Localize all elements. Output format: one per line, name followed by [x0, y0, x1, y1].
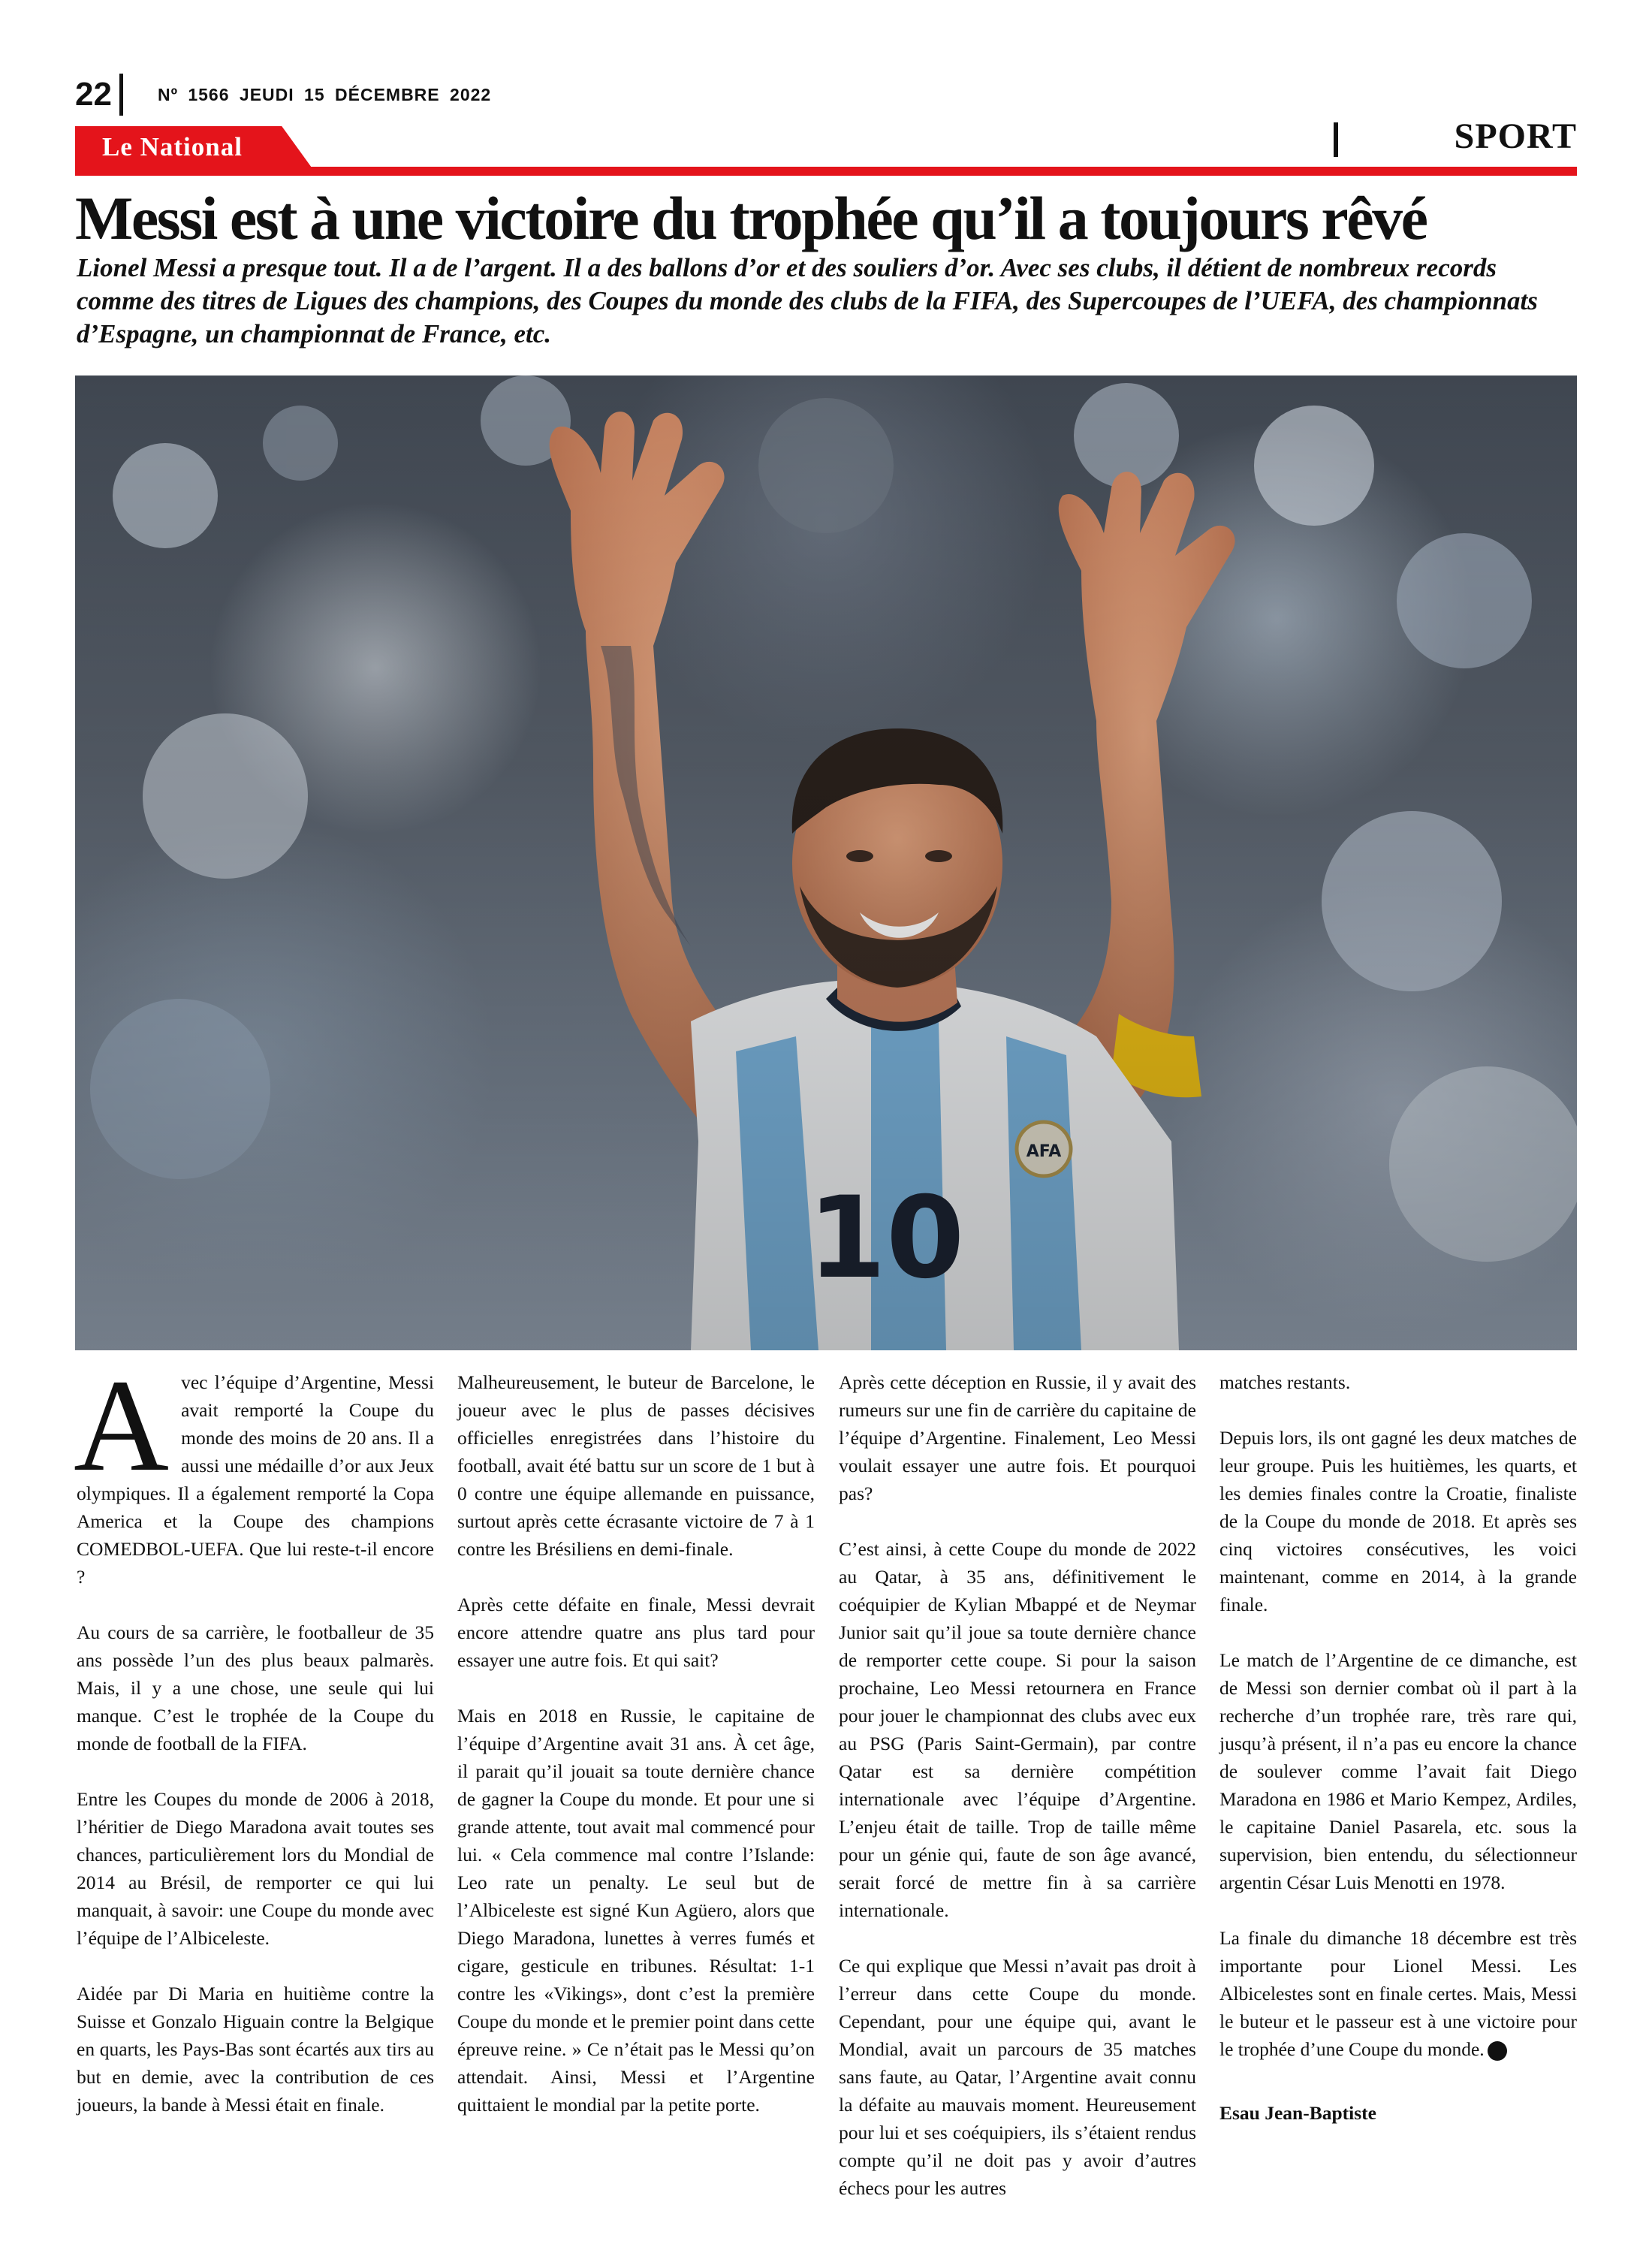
- byline: Esau Jean-Baptiste: [1219, 2102, 1376, 2124]
- paragraph: Après cette déception en Russie, il y avait des rumeurs sur une fin de carrière du capitaine de l’équipe d’Argentine. Finalement, Leo Messi voulait essayer une autre fois. Et pourquoi pas?: [839, 1371, 1196, 1504]
- page-number: 22: [75, 76, 112, 113]
- issue-line: Nº 1566 JEUDI 15 DÉCEMBRE 2022: [157, 84, 492, 104]
- paragraph: Le match de l’Argentine de ce dimanche, est de Messi son dernier combat où il part à la recherche d’un trophée rare, très rare qui, jusqu’à présent, il n’a pas eu encore la chance de soulever comme l’avait fait Diego Maradona en 1986 et Mario Kempez, Ardiles, le capitaine Daniel Pasarela, etc. sous la supervision, bien entendu, du sélectionneur argentin César Luis Menotti en 1978.: [1219, 1649, 1577, 1893]
- header-rule: [75, 167, 1577, 176]
- section-divider: [1334, 122, 1338, 157]
- paragraph: Depuis lors, ils ont gagné les deux matches de leur groupe. Puis les huitièmes, les quarts, et les demies finales contre la Croatie, finaliste de la Coupe du monde de 2018. Et après ses cinq victoires consécutives, les voici maintenant, comme en 2014, à la grande finale.: [1219, 1427, 1577, 1615]
- end-mark-icon: [1488, 2041, 1507, 2061]
- folio: [75, 72, 491, 117]
- headline: Messi est à une victoire du trophée qu’il a toujours rêvé: [75, 184, 1427, 252]
- paragraph: Après cette défaite en finale, Messi devrait encore attendre quatre ans plus tard pour essayer une autre fois. Et qui sait?: [457, 1594, 815, 1671]
- paragraph: C’est ainsi, à cette Coupe du monde de 2022 au Qatar, à 35 ans, définitivement le coéquipier de Kylian Mbappé et de Neymar Junior sait qu’il joue sa toute dernière chance de remporter cette coupe. Si pour la saison prochaine, Leo Messi retournera en France pour jouer le championnat des clubs avec eux au PSG (Paris Saint-Germain), par contre Qatar est sa dernière compétition internationale avec l’équipe d’Argentine. L’enjeu était de taille. Trop de taille même pour un génie qui, faute de son âge avancé, serait forcé de mettre fin à sa carrière internationale.: [839, 1538, 1196, 1921]
- drop-cap: A: [74, 1353, 170, 1499]
- section-label: SPORT: [1454, 116, 1577, 156]
- paragraph: Ce qui explique que Messi n’avait pas droit à l’erreur dans cette Coupe du monde. Cependant, pour une équipe qui, avant le Mondial, avait un parcours de 35 matches sans faute, au Qatar, l’Argentine avait connu la défaite au mauvais moment. Heureusement pour lui et ses coéquipiers, ils s’étaient rendus compte qu’il ne doit pas y avoir d’autres échecs pour les autres: [839, 1955, 1196, 2199]
- paragraph: Mais en 2018 en Russie, le capitaine de l’équipe d’Argentine avait 31 ans. À cet âge, il parait qu’il jouait sa toute dernière chance de gagner la Coupe du monde. Et pour une si grande attente, tout avait mal commencé pour lui. « Cela commence mal contre l’Islande: Leo rate un penalty. Le seul but de l’Albiceleste est signé Kun Agüero, alors que Diego Maradona, lunettes à verres fumés et cigare, gesticule en tribunes. Résultat: 1-1 contre les «Vikings», dont c’est la première Coupe du monde et le premier point dans cette épreuve reine. » Ce n’était pas le Messi qu’on attendait. Ainsi, Messi et l’Argentine quittaient le mondial par la petite porte.: [457, 1705, 815, 2116]
- paragraph: Malheureusement, le buteur de Barcelone, le joueur avec le plus de passes décisives officielles enregistrées dans l’histoire du football, avait été battu sur un score de 1 but à 0 contre une équipe allemande en puissance, surtout après cette écrasante victoire de 7 à 1 contre les Brésiliens en demi-finale.: [457, 1371, 815, 1560]
- article-body: [0, 1353, 1652, 2202]
- column-1: [74, 1353, 434, 2146]
- column-4: [1219, 1368, 1577, 2155]
- player-illustration: [75, 376, 1577, 1350]
- article-photo: [75, 376, 1577, 1350]
- paragraph: Entre les Coupes du monde de 2006 à 2018, l’héritier de Diego Maradona avait toutes ses chances, particulièrement lors du Mondial de 2014 au Brésil, de remporter ce qui lui manquait, à savoir: une Coupe du monde avec l’équipe de l’Albiceleste.: [77, 1788, 434, 1949]
- paragraph: La finale du dimanche 18 décembre est très importante pour Lionel Messi. Les Albicelestes sont en finale certes. Mais, Messi le buteur et le passeur est à une victoire pour le trophée d’une Coupe du monde.: [1219, 1927, 1577, 2060]
- paragraph: Aidée par Di Maria en huitième contre la Suisse et Gonzalo Higuain contre la Belgique en quarts, les Pays-Bas sont écartés aux tirs au but en demie, avec la contribution de ces joueurs, la bande à Messi était en finale.: [77, 1983, 434, 2116]
- brand-logo: Le National: [102, 132, 243, 161]
- column-2: [457, 1368, 815, 2146]
- column-3: [839, 1368, 1196, 2230]
- folio-divider: [119, 74, 123, 116]
- paragraph: Avec l’équipe d’Argentine, Messi avait remporté la Coupe du monde des moins de 20 ans. Il a aussi une médaille d’or aux Jeux olympiques. Il a également remporté la Copa America et la Coupe des champions COMEDBOL-UEFA. Que lui reste-t-il encore ?: [74, 1353, 434, 1588]
- deck: Lionel Messi a presque tout. Il a de l’argent. Il a des ballons d’or et des souliers d’or. Avec ses clubs, il détient de nombreux records comme des titres de Ligues des champions, des Coupes du monde des clubs de la FIFA, des Supercoupes de l’UEFA, des championnats d’Espagne, un championnat de France, etc.: [77, 253, 1538, 348]
- paragraph: matches restants.: [1219, 1371, 1351, 1393]
- paragraph: Au cours de sa carrière, le footballeur de 35 ans possède l’un des plus beaux palmarès. Mais, il y a une chose, une seule qui lui manque. C’est le trophée de la Coupe du monde de football de la FIFA.: [77, 1621, 434, 1754]
